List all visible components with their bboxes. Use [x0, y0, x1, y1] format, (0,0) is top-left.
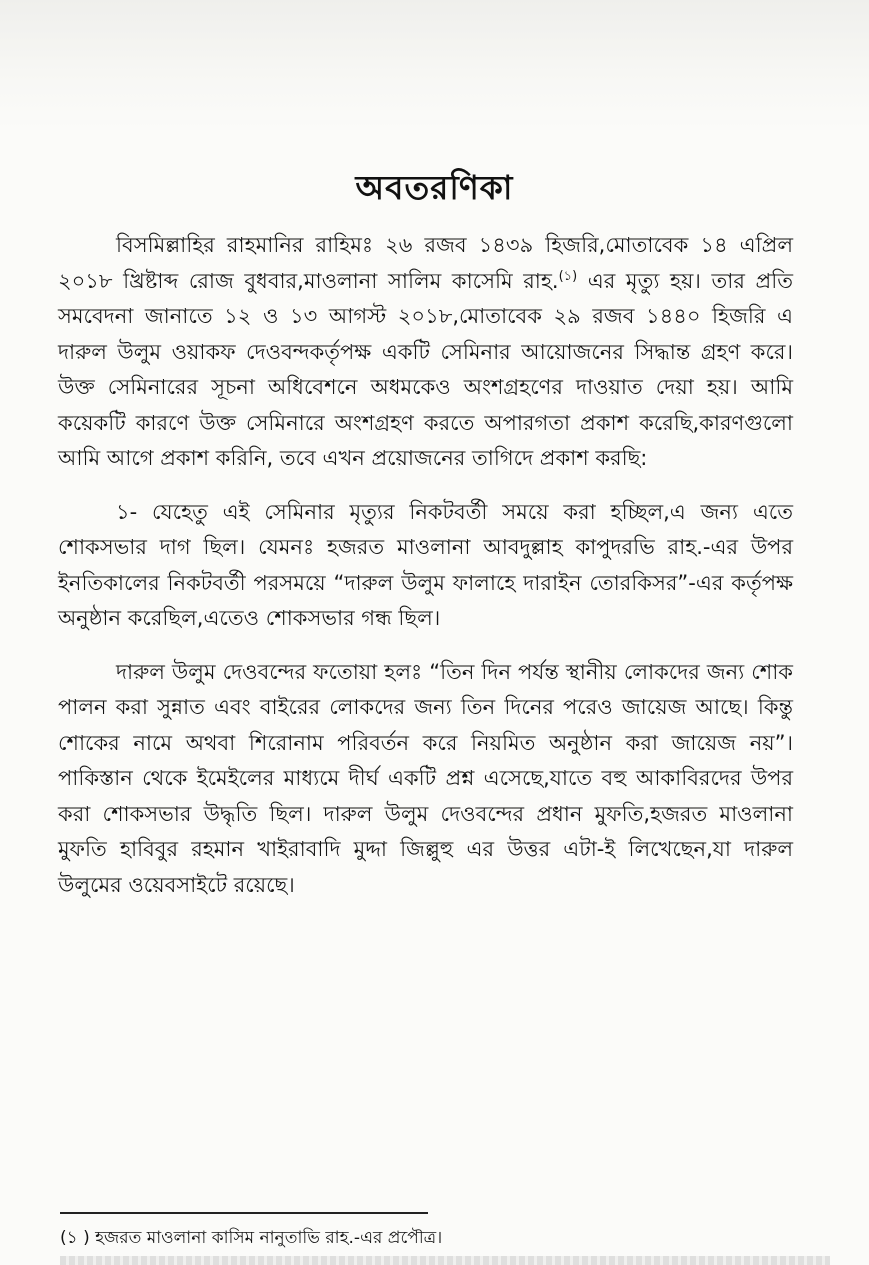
paragraph-intro-text-after: এর মৃত্যু হয়। তার প্রতি সমবেদনা জানাতে ১২ ও ১৩ আগস্ট ২০১৮,মোতাবেক ২৯ রজব ১৪৪০ হিজরি এ দারুল উলুম ওয়াকফ দেওবন্দকর্তৃপক্ষ একটি সেমিনার আয়োজনের সিদ্ধান্ত গ্রহণ করে। উক্ত সেমিনারের সূচনা অধিবেশনে অধমকেও অংশগ্রহণের দাওয়াত দেয়া হয়। আমি কয়েকটি কারণে উক্ত সেমিনারে অংশগ্রহণ করতে অপারগতা প্রকাশ করেছি,কারণগুলো আমি আগে প্রকাশ করিনি, তবে এখন প্রয়োজনের তাগিদে প্রকাশ করছি: [58, 268, 793, 470]
paragraph-intro-text-before: বিসমিল্লাহির রাহমানির রাহিমঃ ২৬ রজব ১৪৩৯ হিজরি,মোতাবেক ১৪ এপ্রিল ২০১৮ খ্রিষ্টাব্দ রোজ বুধবার,মাওলানা সালিম কাসেমি রাহ. [58, 233, 793, 293]
page-title: অবতরণিকা [355, 168, 514, 207]
footnote-reference: (১) [558, 268, 578, 284]
paragraph-intro [58, 228, 793, 477]
footnote-text: (১ ) হজরত মাওলানা কাসিম নানুতাভি রাহ.-এর প্রপৌত্র। [60, 1228, 443, 1248]
paragraph-fatwa: দারুল উলুম দেওবন্দের ফতোয়া হলঃ “তিন দিন পর্যন্ত স্থানীয় লোকদের জন্য শোক পালন করা সুন্নাত এবং বাইরের লোকদের জন্য তিন দিনের পরেও জায়েজ আছে। কিন্তু শোকের নামে অথবা শিরোনাম পরিবর্তন করে নিয়মিত অনুষ্ঠান করা জায়েজ নয়”। পাকিস্তান থেকে ইমেইলের মাধ্যমে দীর্ঘ একটি প্রশ্ন এসেছে,যাতে বহু আকাবিরদের উপর করা শোকসভার উদ্ধৃতি ছিল। দারুল উলুম দেওবন্দের প্রধান মুফতি,হজরত মাওলানা মুফতি হাবিবুর রহমান খাইরাবাদি মুদ্দা জিল্লুহু এর উত্তর এটা-ই লিখেছেন,যা দারুল উলুমের ওয়েবসাইটে রয়েছে। [58, 659, 793, 897]
footnote-divider [60, 1212, 428, 1214]
scan-shading [0, 0, 869, 130]
paragraph-point-one: ১- যেহেতু এই সেমিনার মৃত্যুর নিকটবর্তী সময়ে করা হচ্ছিল,এ জন্য এতে শোকসভার দাগ ছিল। যেমনঃ হজরত মাওলানা আবদুল্লাহ কাপুদরভি রাহ.-এর উপর ইনতিকালের নিকটবর্তী পরসময়ে “দারুল উলুম ফালাহে দারাইন তোরকিসর”-এর কর্তৃপক্ষ অনুষ্ঠান করেছিল,এতেও শোকসভার গন্ধ ছিল। [58, 499, 793, 630]
cut-off-text-line [60, 1256, 830, 1265]
body-text [58, 228, 793, 903]
